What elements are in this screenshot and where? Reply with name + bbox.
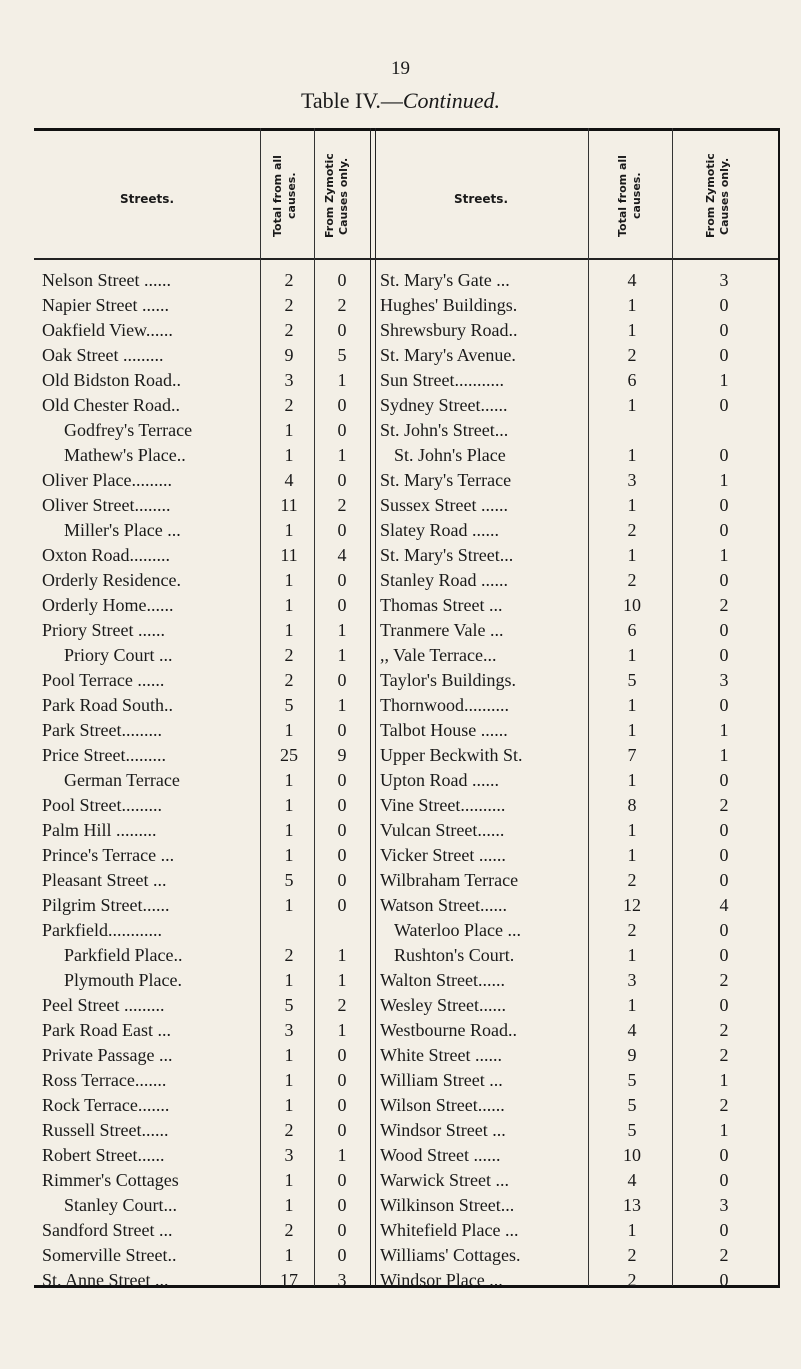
header-streets-right: Streets. [453,192,508,206]
zymotic-right: 1 [719,720,729,740]
zymotic-right: 0 [719,845,729,865]
street-name-right: Thornwood.......... [380,695,509,715]
total-left: 1 [284,720,294,740]
table-row [34,418,780,443]
title-main: Table IV.— [300,88,403,113]
table-row [34,893,780,918]
title-continued: Continued. [402,88,501,113]
street-name-right: Sussex Street ...... [380,495,508,515]
table-row [34,768,780,793]
table-row [34,543,780,568]
total-right: 2 [627,1270,637,1290]
street-name-left: Prince's Terrace ... [42,845,175,865]
total-left: 1 [284,845,294,865]
total-right: 1 [627,295,637,315]
street-name-right: Windsor Street ... [380,1120,506,1140]
zymotic-left: 0 [337,470,347,490]
total-left: 2 [284,395,294,415]
zymotic-left: 0 [337,520,347,540]
zymotic-left: 0 [337,1245,347,1265]
zymotic-left: 0 [337,1195,347,1215]
zymotic-left: 0 [337,795,347,815]
table-row [34,943,780,968]
street-name-left: Russell Street...... [42,1120,169,1140]
street-name-right: Vulcan Street...... [380,820,505,840]
table-row [34,818,780,843]
street-name-right: Thomas Street ... [380,595,503,615]
zymotic-right: 4 [719,895,729,915]
street-name-left: Stanley Court... [64,1195,177,1215]
total-right: 1 [627,395,637,415]
total-left: 25 [280,745,298,765]
street-name-right: Stanley Road ...... [380,570,508,590]
zymotic-right: 2 [719,1020,729,1040]
zymotic-right: 1 [719,1070,729,1090]
zymotic-left: 0 [337,720,347,740]
zymotic-left: 0 [337,395,347,415]
zymotic-right: 0 [719,345,729,365]
street-name-left: Pool Street......... [42,795,162,815]
street-name-right: Watson Street...... [380,895,508,915]
zymotic-right: 0 [719,695,729,715]
top-rule [34,128,780,131]
street-name-left: St. Anne Street ... [42,1270,169,1290]
header-rule [34,258,780,260]
table-row [34,293,780,318]
total-left: 3 [284,1020,294,1040]
total-right: 7 [627,745,637,765]
zymotic-right: 0 [719,445,729,465]
street-name-right: St. Mary's Terrace [380,470,512,490]
street-name-right: White Street ...... [380,1045,502,1065]
street-name-left: Robert Street...... [42,1145,165,1165]
total-left: 1 [284,420,294,440]
table-row [34,868,780,893]
street-name-left: Old Chester Road.. [42,395,180,415]
header-zymotic-right: From Zymotic Causes only. [704,153,731,239]
total-left: 11 [280,545,298,565]
zymotic-left: 3 [337,1270,347,1290]
total-left: 2 [284,1220,294,1240]
total-right: 1 [627,645,637,665]
total-left: 9 [284,345,294,365]
table-row [34,493,780,518]
zymotic-left: 1 [337,1145,347,1165]
street-name-left: Palm Hill ......... [42,820,157,840]
zymotic-right: 0 [719,620,729,640]
street-name-left: Pilgrim Street...... [42,895,170,915]
table-row [34,1268,780,1293]
total-right: 5 [627,1070,637,1090]
zymotic-right: 0 [719,870,729,890]
total-left: 5 [284,695,294,715]
zymotic-left: 0 [337,845,347,865]
street-name-left: Nelson Street ...... [42,270,171,290]
table-row [34,468,780,493]
table-row [34,568,780,593]
total-left: 1 [284,1095,294,1115]
zymotic-left: 4 [337,545,347,565]
total-left: 1 [284,1245,294,1265]
total-left: 1 [284,1070,294,1090]
total-right: 5 [627,1120,637,1140]
total-left: 3 [284,1145,294,1165]
total-left: 2 [284,320,294,340]
total-right: 1 [627,320,637,340]
street-name-right: Wilkinson Street... [380,1195,515,1215]
street-name-left: Oak Street ......... [42,345,164,365]
total-right: 4 [627,1170,637,1190]
street-name-right: Windsor Place ... [380,1270,503,1290]
street-name-right: Talbot House ...... [380,720,508,740]
street-name-right: St. John's Street... [380,420,509,440]
street-name-left: Oliver Street........ [42,495,171,515]
total-right: 2 [627,570,637,590]
zymotic-left: 2 [337,295,347,315]
street-name-right: St. Mary's Street... [380,545,514,565]
total-left: 1 [284,445,294,465]
street-name-right: Tranmere Vale ... [380,620,504,640]
table-row [34,593,780,618]
total-right: 1 [627,845,637,865]
street-name-left: Rimmer's Cottages [42,1170,179,1190]
street-name-left: Rock Terrace....... [42,1095,170,1115]
street-name-right: Whitefield Place ... [380,1220,519,1240]
total-right: 6 [627,370,637,390]
zymotic-right: 3 [719,1195,729,1215]
zymotic-left: 0 [337,420,347,440]
total-right: 2 [627,870,637,890]
total-right: 1 [627,695,637,715]
total-right: 1 [627,770,637,790]
zymotic-right: 0 [719,495,729,515]
zymotic-right: 1 [719,545,729,565]
table-row [34,718,780,743]
table-row [34,443,780,468]
total-left: 4 [284,470,294,490]
header-streets-left: Streets. [119,192,174,206]
street-name-right: Wilson Street...... [380,1095,505,1115]
zymotic-right: 0 [719,320,729,340]
table-row [34,968,780,993]
total-right: 5 [627,670,637,690]
zymotic-left: 1 [337,945,347,965]
zymotic-left: 0 [337,1170,347,1190]
table-row [34,1068,780,1093]
total-left: 17 [280,1270,298,1290]
zymotic-right: 0 [719,1170,729,1190]
total-left: 1 [284,620,294,640]
zymotic-left: 0 [337,895,347,915]
table-row [34,643,780,668]
zymotic-left: 1 [337,695,347,715]
street-name-right: William Street ... [380,1070,503,1090]
total-left: 2 [284,270,294,290]
total-right: 2 [627,520,637,540]
zymotic-left: 1 [337,445,347,465]
zymotic-right: 2 [719,1045,729,1065]
street-name-left: Pool Terrace ...... [42,670,165,690]
total-right: 13 [623,1195,641,1215]
zymotic-right: 3 [719,670,729,690]
street-name-left: Priory Court ... [64,645,173,665]
table-row [34,368,780,393]
zymotic-right: 0 [719,395,729,415]
total-left: 1 [284,820,294,840]
zymotic-right: 0 [719,645,729,665]
table-row [34,918,780,943]
zymotic-right: 2 [719,1245,729,1265]
total-right: 2 [627,1245,637,1265]
total-left: 1 [284,795,294,815]
total-left: 1 [284,970,294,990]
total-left: 1 [284,770,294,790]
street-name-left: Park Road South.. [42,695,174,715]
total-right: 8 [627,795,637,815]
zymotic-left: 0 [337,320,347,340]
table-row [34,793,780,818]
street-name-left: Priory Street ...... [42,620,165,640]
street-name-left: Plymouth Place. [64,970,182,990]
street-name-left: Sandford Street ... [42,1220,173,1240]
street-name-left: Oakfield View...... [42,320,173,340]
zymotic-right: 2 [719,1095,729,1115]
street-name-right: Wood Street ...... [380,1145,501,1165]
street-name-right: Sun Street........... [380,370,504,390]
total-left: 5 [284,870,294,890]
zymotic-left: 0 [337,570,347,590]
street-name-left: Somerville Street.. [42,1245,177,1265]
table-row [34,1143,780,1168]
total-left: 1 [284,520,294,540]
zymotic-left: 9 [337,745,347,765]
street-name-right: Upper Beckwith St. [380,745,523,765]
zymotic-left: 0 [337,670,347,690]
total-right: 1 [627,545,637,565]
zymotic-left: 0 [337,595,347,615]
total-right: 3 [627,970,637,990]
zymotic-right: 0 [719,920,729,940]
total-left: 2 [284,670,294,690]
total-left: 2 [284,295,294,315]
zymotic-right: 0 [719,995,729,1015]
zymotic-left: 0 [337,270,347,290]
table-row [34,843,780,868]
table-row [34,1118,780,1143]
street-name-right: Wilbraham Terrace [380,870,519,890]
zymotic-right: 0 [719,520,729,540]
total-left: 11 [280,495,298,515]
table-row [34,518,780,543]
table-row [34,693,780,718]
zymotic-left: 0 [337,820,347,840]
zymotic-right: 2 [719,970,729,990]
table-row [34,393,780,418]
street-name-left: Godfrey's Terrace [64,420,193,440]
zymotic-left: 0 [337,870,347,890]
street-name-left: Orderly Home...... [42,595,174,615]
zymotic-right: 0 [719,770,729,790]
street-name-left: Parkfield............ [42,920,162,940]
street-name-right: ,, Vale Terrace... [380,645,497,665]
street-name-left: Old Bidston Road.. [42,370,182,390]
zymotic-right: 0 [719,1145,729,1165]
streets-table [34,128,780,1288]
table-row [34,343,780,368]
zymotic-right: 0 [719,820,729,840]
total-left: 1 [284,1170,294,1190]
total-right: 3 [627,470,637,490]
street-name-right: Walton Street...... [380,970,506,990]
zymotic-right: 0 [719,295,729,315]
table-row [34,993,780,1018]
zymotic-right: 2 [719,795,729,815]
total-left: 1 [284,1195,294,1215]
total-right: 2 [627,345,637,365]
street-name-right: Shrewsbury Road.. [380,320,518,340]
zymotic-right: 0 [719,945,729,965]
street-name-right: Sydney Street...... [380,395,508,415]
street-name-left: Mathew's Place.. [64,445,186,465]
street-name-right: Warwick Street ... [380,1170,510,1190]
street-name-left: Private Passage ... [42,1045,173,1065]
total-right: 6 [627,620,637,640]
street-name-left: Pleasant Street ... [42,870,167,890]
street-name-left: Parkfield Place.. [64,945,183,965]
page-number: 19 [391,58,410,79]
street-name-right: Waterloo Place ... [394,920,522,940]
header-total-right: Total from all causes. [616,155,643,237]
zymotic-right: 1 [719,370,729,390]
street-name-left: German Terrace [64,770,180,790]
street-name-right: St. John's Place [394,445,506,465]
zymotic-left: 0 [337,1120,347,1140]
total-left: 1 [284,570,294,590]
table-row [34,1243,780,1268]
table-row [34,318,780,343]
zymotic-left: 2 [337,995,347,1015]
zymotic-left: 5 [337,345,347,365]
header-zymotic-left: From Zymotic Causes only. [323,153,350,239]
zymotic-left: 1 [337,370,347,390]
total-right: 4 [627,1020,637,1040]
zymotic-left: 0 [337,1220,347,1240]
street-name-left: Park Street......... [42,720,162,740]
street-name-left: Park Road East ... [42,1020,171,1040]
table-title [0,88,801,114]
street-name-left: Miller's Place ... [64,520,181,540]
total-right: 10 [623,595,641,615]
zymotic-right: 3 [719,270,729,290]
street-name-right: St. Mary's Gate ... [380,270,510,290]
street-name-left: Oxton Road......... [42,545,170,565]
street-name-right: Vicker Street ...... [380,845,506,865]
street-name-right: St. Mary's Avenue. [380,345,516,365]
table-row [34,743,780,768]
total-left: 1 [284,1045,294,1065]
total-right: 2 [627,920,637,940]
total-right: 1 [627,495,637,515]
total-right: 1 [627,720,637,740]
total-left: 2 [284,945,294,965]
street-name-right: Rushton's Court. [394,945,515,965]
total-left: 1 [284,895,294,915]
total-left: 1 [284,595,294,615]
total-right: 4 [627,270,637,290]
total-right: 1 [627,945,637,965]
total-right: 9 [627,1045,637,1065]
zymotic-right: 2 [719,595,729,615]
total-right: 10 [623,1145,641,1165]
total-left: 2 [284,645,294,665]
total-right: 1 [627,995,637,1015]
street-name-right: Hughes' Buildings. [380,295,518,315]
zymotic-left: 2 [337,495,347,515]
street-name-right: Vine Street.......... [380,795,506,815]
table-row [34,1168,780,1193]
street-name-right: Upton Road ...... [380,770,499,790]
zymotic-right: 0 [719,570,729,590]
street-name-right: Williams' Cottages. [380,1245,521,1265]
zymotic-left: 1 [337,1020,347,1040]
zymotic-right: 1 [719,1120,729,1140]
total-right: 12 [623,895,641,915]
table-row [34,1093,780,1118]
table-row [34,1043,780,1068]
total-left: 5 [284,995,294,1015]
zymotic-left: 0 [337,1045,347,1065]
street-name-right: Wesley Street...... [380,995,507,1015]
street-name-right: Taylor's Buildings. [380,670,516,690]
table-row [34,268,780,293]
street-name-left: Price Street......... [42,745,166,765]
zymotic-left: 1 [337,970,347,990]
total-right: 1 [627,820,637,840]
zymotic-right: 0 [719,1270,729,1290]
zymotic-left: 0 [337,1095,347,1115]
street-name-left: Orderly Residence. [42,570,181,590]
header-total-left: Total from all causes. [271,155,298,237]
total-right: 5 [627,1095,637,1115]
table-row [34,618,780,643]
table-row [34,668,780,693]
table-row [34,1018,780,1043]
total-right: 1 [627,1220,637,1240]
zymotic-right: 0 [719,1220,729,1240]
street-name-left: Peel Street ......... [42,995,165,1015]
zymotic-right: 1 [719,470,729,490]
street-name-left: Oliver Place......... [42,470,172,490]
zymotic-left: 0 [337,770,347,790]
table-body [34,268,780,1293]
zymotic-left: 1 [337,645,347,665]
total-left: 2 [284,1120,294,1140]
table-row [34,1193,780,1218]
street-name-left: Napier Street ...... [42,295,169,315]
zymotic-right: 1 [719,745,729,765]
zymotic-left: 0 [337,1070,347,1090]
total-left: 3 [284,370,294,390]
street-name-left: Ross Terrace....... [42,1070,167,1090]
zymotic-left: 1 [337,620,347,640]
table-row [34,1218,780,1243]
total-right: 1 [627,445,637,465]
street-name-right: Westbourne Road.. [380,1020,518,1040]
street-name-right: Slatey Road ...... [380,520,499,540]
